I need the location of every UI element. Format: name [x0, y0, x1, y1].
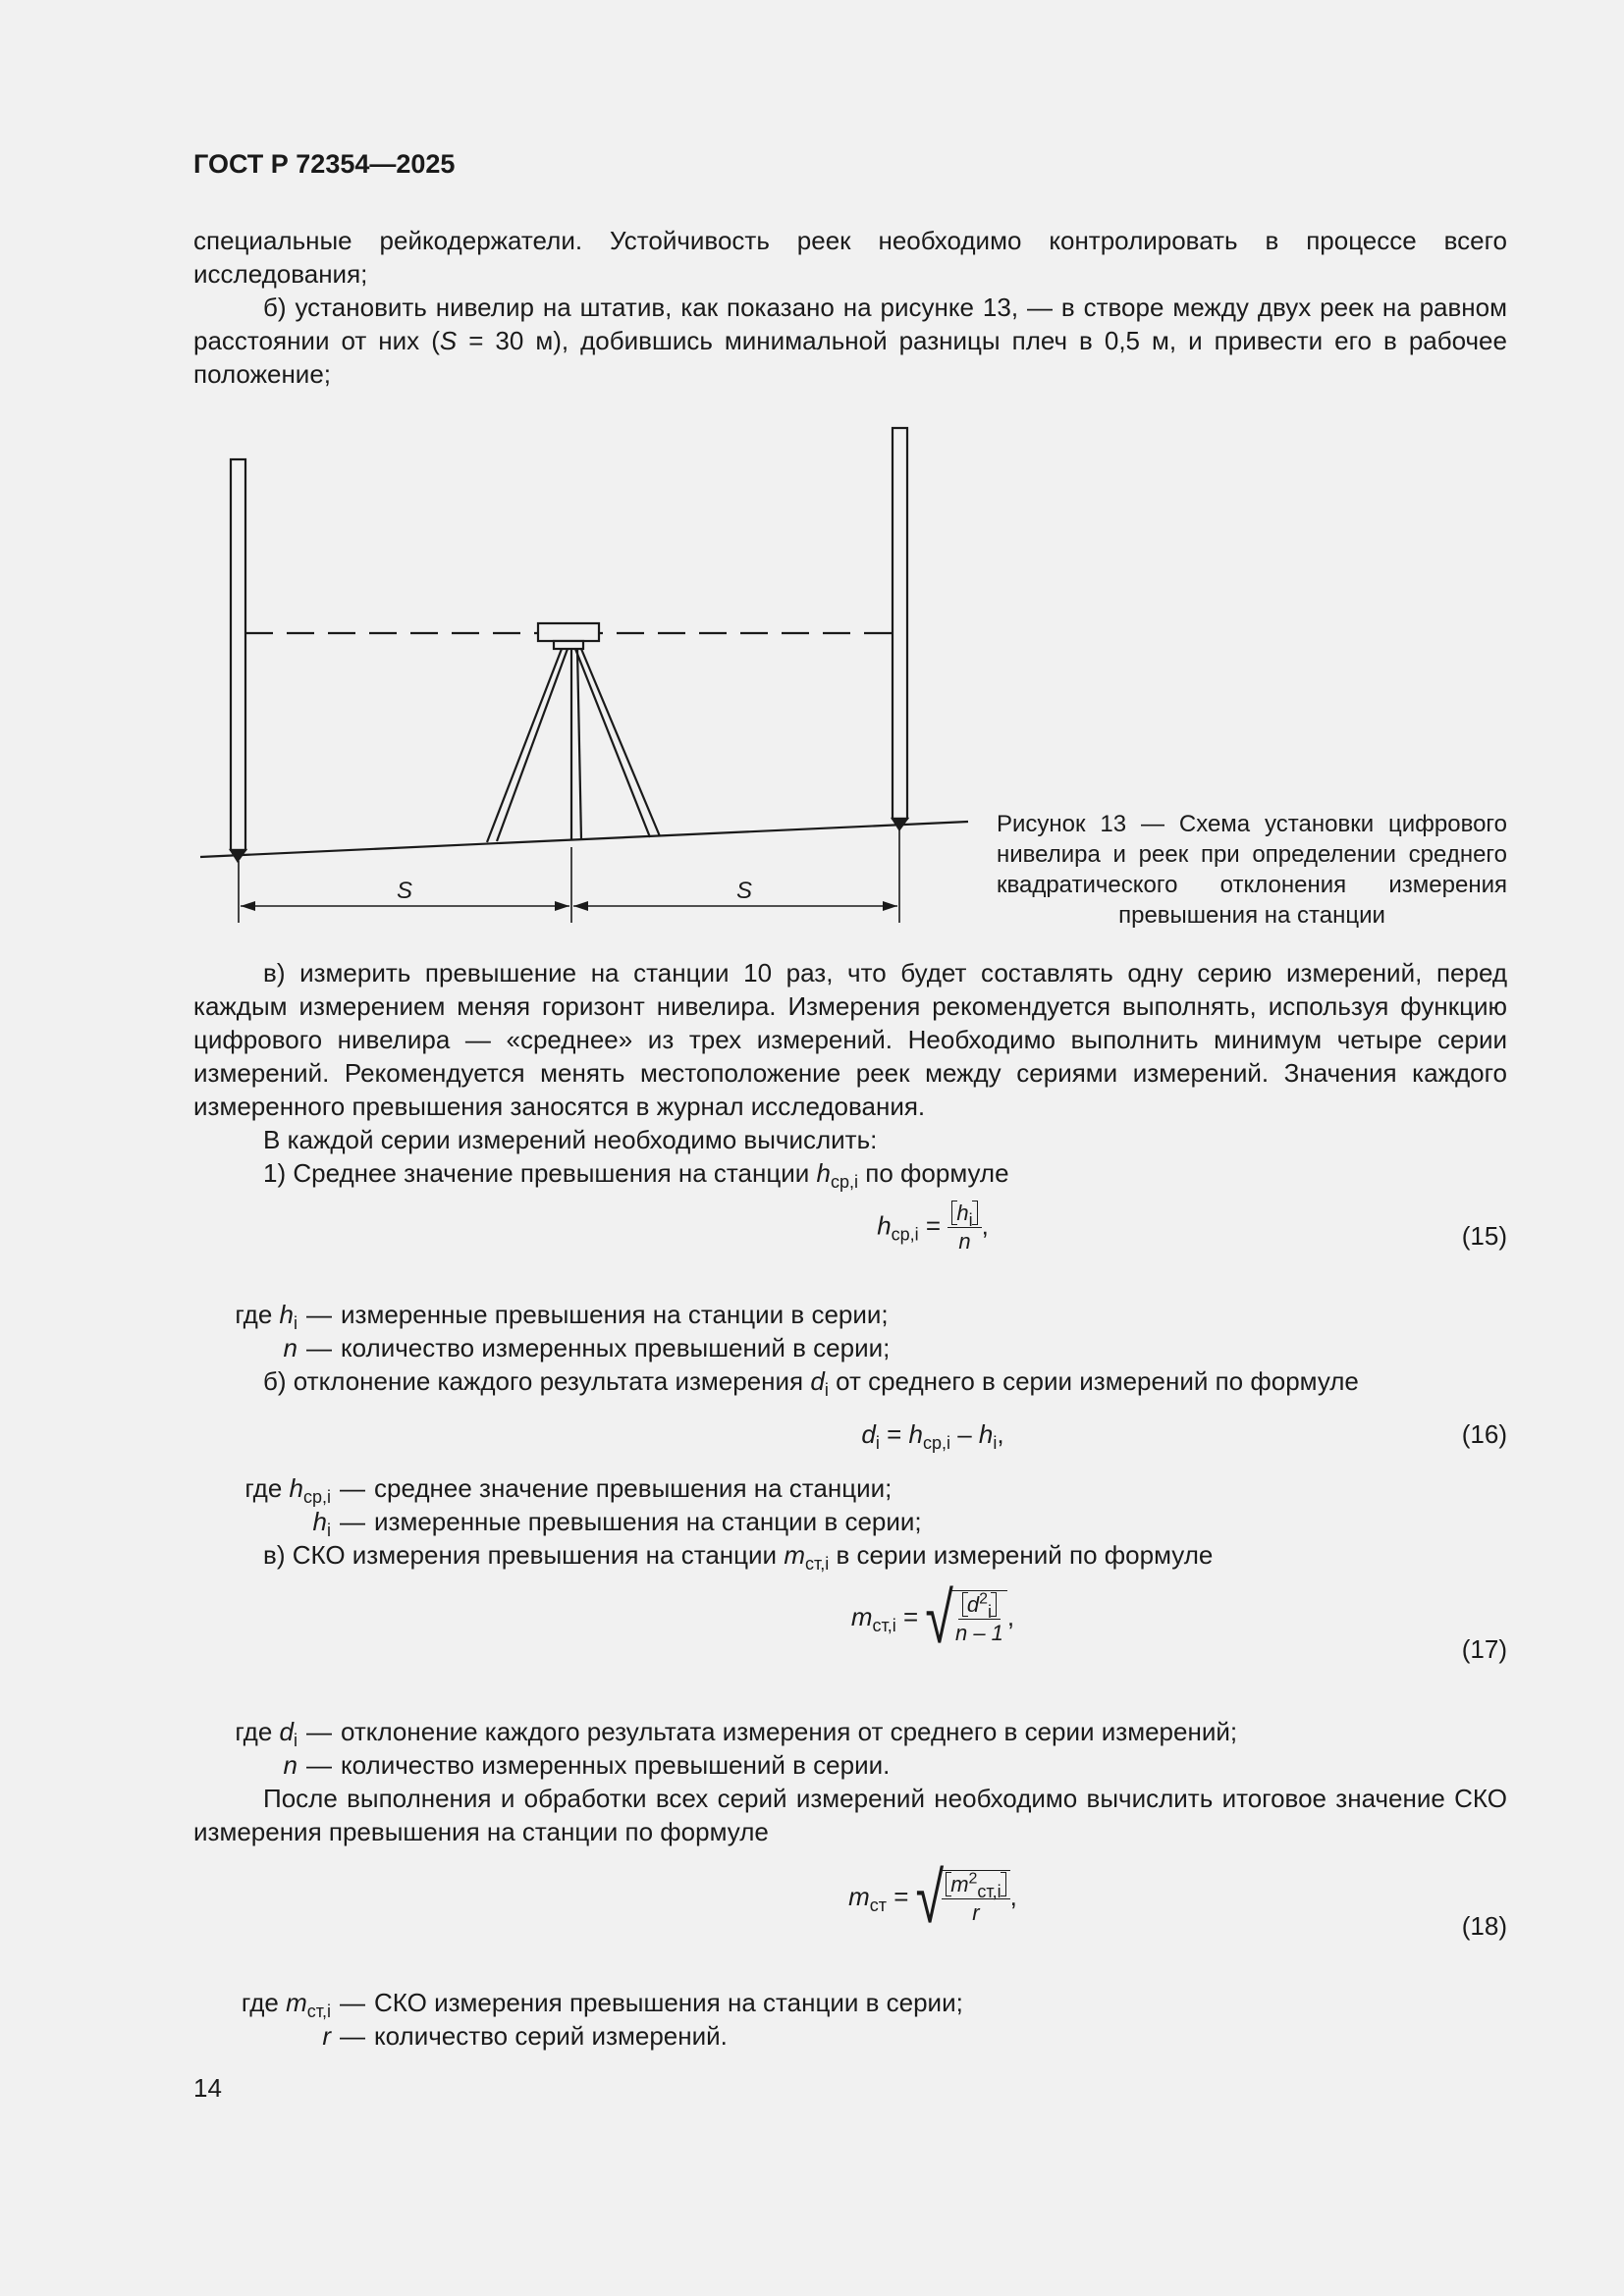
formula-15: $h_{ср,i}$ = $\frac{h_i}{n}$ ,	[877, 1201, 989, 1254]
paragraph-final-sko: После выполнения и обработки всех серий измерений необходимо вычислить итоговое значение СКО измерения превышения на станции по формуле	[193, 1784, 1507, 1846]
where-block-18: где $m_{ст,i}$ — СКО измерения превышения на станции в серии; r — количество серий измерений.	[241, 1988, 963, 2051]
ground-line	[200, 822, 968, 857]
where-block-15: где $h_i$ — измеренные превышения на станции в серии; n — количество измеренных превышений в серии; б) отклонение каждого результата измерения $d_i$ от среднего в серии измерений по формуле	[193, 1298, 1507, 1398]
page-number: 14	[193, 2073, 222, 2103]
tripod	[487, 649, 660, 842]
level-instrument	[538, 623, 599, 641]
caption-line: Рисунок 13 — Схема установки цифрового	[997, 811, 1507, 837]
where-block-16: где $h_{ср,i}$ — среднее значение превышения на станции; $h_i$ — измеренные превышения на станции в серии; в) СКО измерения превышения на станции $m_{ст,i}$ в серии измерений по формуле	[193, 1471, 1507, 1572]
equation-number-16: (16)	[1461, 1419, 1507, 1449]
formula-18: $m_{ст}$ = √ $\frac{m^2_{ст,i}}{r}$ ,	[848, 1858, 1017, 1939]
formula-17: $m_{ст,i}$ = √ $\frac{d^2_i}{n - 1}$ ,	[850, 1578, 1015, 1659]
figure-13-diagram	[187, 417, 972, 933]
label-s-right: S	[735, 878, 753, 904]
paragraph-item-v-measure: в) измерить превышение на станции 10 раз, что будет составлять одну серию измерений, перед каждым измерением меняя горизонт нивелира. Измерения рекомендуется выполнять, используя функцию цифрового нивелира — «среднее» из трех измерений. Необходимо выполнить минимум четыре серии измерений. Рекомендуется менять местоположение реек между сериями измерений. Значения каждого измеренного превышения заносятся в журнал исследования.	[193, 958, 1507, 1121]
paragraph-continuation: специальные рейкодержатели. Устойчивость реек необходимо контролировать в процессе всего исследования;	[193, 226, 1507, 289]
document-header: ГОСТ Р 72354—2025	[193, 149, 456, 179]
paragraph-item-v-sko: в) СКО измерения превышения на станции $m_{ст,i}$ в серии измерений по формуле	[263, 1540, 1214, 1574]
figure-caption	[997, 809, 1507, 931]
equation-number-18: (18)	[1461, 1911, 1507, 1941]
caption-line: нивелира и реек при определении среднего	[997, 841, 1507, 868]
paragraph-item-1: 1) Среднее значение превышения на станции $h_{ср,i}$ по формуле	[263, 1158, 1009, 1192]
paragraph-item-b-setup: б) установить нивелир на штатив, как показано на рисунке 13, — в створе между двух реек на равном расстоянии от них (S = 30 м), добившись минимальной разницы плеч в 0,5 м, и привести его в рабочее положение;	[193, 293, 1507, 389]
label-s-left: S	[396, 878, 413, 904]
formula-16: $d_i = h_{ср,i} - h_i$,	[861, 1419, 1004, 1453]
where-block-17: где $d_i$ — отклонение каждого результата измерения от среднего в серии измерений; n — количество измеренных превышений в серии. После выполнения и обработки всех серий измерений необходимо вычислить итоговое значение СКО измерения превышения на станции по формуле	[193, 1717, 1507, 1846]
paragraph-compute-intro: В каждой серии измерений необходимо вычислить:	[263, 1125, 878, 1154]
paragraph-item-b-deviation: б) отклонение каждого результата измерения $d_i$ от среднего в серии измерений по формуле	[263, 1366, 1359, 1400]
equation-number-15: (15)	[1461, 1221, 1507, 1251]
middle-text	[193, 956, 1507, 1190]
right-staff	[893, 428, 907, 819]
equation-number-17: (17)	[1461, 1634, 1507, 1664]
left-staff	[231, 459, 245, 850]
caption-line: квадратического отклонения измерения	[997, 872, 1507, 898]
caption-line: превышения на станции	[1118, 902, 1385, 929]
top-text	[193, 224, 1507, 391]
